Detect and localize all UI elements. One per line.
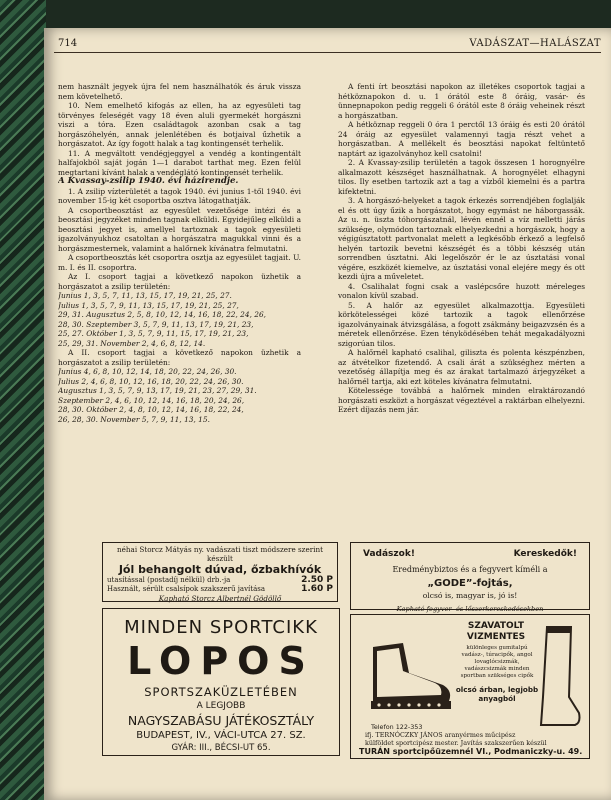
ad-footer: Kapható fegyver- és lőszerkereskedésekben [396, 605, 544, 613]
ad-title: Jól behangolt dúvad, őzbakhívók [118, 563, 322, 576]
ad-description: különleges gumitalpú vadász-, túracipők, angol lovaglócsizmák, vadászcsizmák minden sportban szükséges cipők [460, 645, 534, 679]
ad-call-right: Kereskedők! [513, 549, 577, 559]
price-row [103, 585, 337, 594]
ad-factory: GYÁR: III., BÉCSI-UT 65. [171, 743, 271, 753]
paragraph: A halőrnél kapható csalihal, giliszta és polenta készpénzben, az átvételkor fizetendő. A csali árát a szükséghez mérten a vezetőség állapítja meg és az árakat tartalmazó árjegyzéket a halőrnél tartja, aki ezt köteles kívánatra felmutatni. [338, 348, 585, 386]
ad-brand: LOPOS [127, 639, 315, 683]
ad-shop: TURÁN sportcipőüzemnél VI., Podmaniczky-u. 49. [359, 747, 583, 756]
ad-line: MINDEN SPORTCIKK [124, 617, 318, 638]
ad-line: NAGYSZABÁSU JÁTÉKOSZTÁLY [127, 713, 315, 728]
ad-address: BUDAPEST, IV., VÁCI-UTCA 27. SZ. [136, 730, 306, 741]
ad-maker [365, 731, 547, 747]
paragraph: 5. A halőr az egyesület alkalmazottja. Egyesületi körkötelességei közé tartozik a tagok ellenőrzése igazolványainak átvizsgálása, a fogott zsákmány beigazvzsén és a méretek ellenőrzése. Ezen tényködésében tehát megakadályozni szigorúan tilos. [338, 300, 585, 348]
schedule-line: 25, 27. Október 1, 3, 5, 7, 9, 11, 15, 17, 19, 21, 23, [58, 329, 249, 338]
running-title: VADÁSZAT—HALÁSZAT [469, 38, 601, 49]
schedule-line: 28, 30. Szeptember 3, 5, 7, 9, 11, 13, 17, 19, 21, 23, [58, 319, 254, 329]
paragraph: 2. A Kvassay-zsilip területén a tagok összesen 1 horognyélre alkalmazott készséget használhatnak. A horognyélet elhagyni tilos. Ily esetben tartozik azt a tag a vízből kiemelni és a partra kifektetni. [338, 158, 585, 196]
ad-tagline: Eredménybiztos és a fegyvert kíméli a [392, 565, 548, 574]
ad-slogan: olcsó is, magyar is, jó is! [422, 591, 518, 600]
paragraph: 4. Csalihalat fogni csak a vaslépcsőre huzott méreleges vonalon kívül szabad. [338, 281, 585, 300]
advertisement-lopos [102, 608, 340, 756]
ad-line: A LEGJOBB [196, 701, 246, 711]
schedule-line: 29, 31. Augusztus 2, 5, 8, 10, 12, 14, 16, 18, 22, 24, 26, [58, 310, 267, 319]
book-binding [0, 0, 46, 800]
price-label: Használt, sérült csalsípok szakszerű javítása [107, 585, 266, 593]
ad-line: SPORTSZAKÜZLETÉBEN [144, 685, 298, 699]
shoe-icon [363, 637, 455, 717]
paragraph: Kötelessége továbbá a halőrnek minden elraktározandó horgászati eszközt a horgászat végeztével a raktárban elhelyezni. Ezért díjazás nem jár. [338, 386, 585, 414]
ad-product: „GODE”-fojtás, [427, 578, 513, 589]
paragraph: nem használt jegyek újra fel nem használhatók és áruk vissza nem követelhető. [58, 82, 301, 101]
paragraph: A fenti írt beosztási napokon az illetékes csoportok tagjai a hétköznapokon d. u. 1 órától este 8 óráig, vasár- és ünnepnapokon pedig reggeli 6 órától este 8 óráig veheinek részt a horgászatban. [338, 82, 585, 120]
schedule-line: 26, 28, 30. November 5, 7, 9, 11, 13, 15. [58, 414, 210, 424]
advertisement-turan [350, 614, 590, 759]
schedule-line: Junius 4, 6, 8, 10, 12, 14, 18, 20, 22, 24, 26, 30. [58, 367, 237, 376]
schedule-line: Julius 2, 4, 6, 8, 10, 12, 16, 18, 20, 22, 24, 26, 30. [58, 376, 244, 386]
schedule-line: Junius 1, 3, 5, 7, 11, 13, 15, 17, 19, 21, 25, 27. [58, 291, 232, 300]
maker-name: ifj. TERNÓCZKY JÁNOS aranyérmes műcipész [365, 731, 516, 739]
paragraph: A csoportbeosztást az egyesület vezetősége intézi és a beosztási jegyzéket minden tagnak elküldi. Egyidejűleg elküldi a beosztási jegyet is, amellyel tartoznak a tagok egyesületi igazolványukhoz csatoltan a horgászatra magukkal vinni és a horgászmesternek, valamint a halőrnek kívánatra felmutatni. [58, 205, 301, 253]
schedule-line: 28, 30. Október 2, 4, 8, 10, 12, 14, 16, 18, 22, 24, [58, 405, 244, 414]
paragraph: Az I. csoport tagjai a következő napokon üzhetik a horgászatot a zsilip területén: [58, 272, 301, 291]
schedule-line: Szeptember 2, 4, 6, 10, 12, 14, 16, 18, 20, 24, 26, [58, 395, 245, 405]
ad-phone: Telefon 122-353 [371, 723, 423, 731]
ad-headline: SZAVATOLT VIZMENTES [466, 621, 526, 642]
price-value: 2.50 P [301, 575, 333, 585]
ad-footer: Kapható Storcz Albertnél Gödöllő [158, 594, 282, 603]
advertisement-gode [350, 542, 590, 613]
price-value: 1.60 P [301, 584, 333, 594]
advertisement-duvad-calls [102, 542, 338, 602]
ad-offer: olcsó árban, legjobb anyagból [455, 685, 539, 703]
schedule-line: 25, 29, 31. November 2, 4, 6, 8, 12, 14. [58, 338, 206, 348]
section-heading: A Kvassay-zsilip 1940. évi házirendje. [58, 176, 239, 186]
paragraph: 1. A zsilip vízterületét a tagok 1940. évi junius 1-től 1940. évi november 15-ig két csoportba osztva látogathatják. [58, 186, 301, 205]
page-header [54, 34, 601, 53]
paragraph: A csoportbeosztás két csoportra osztja az egyesület tagjait. U. m. I. és II. csoportra. [58, 253, 301, 272]
paragraph: 10. Nem emelhető kifogás az ellen, ha az egyesületi tag törvényes feleségét vagy 18 éven aluli gyermekét horgászni viszi a tóra. Ezen családtagok azonban csak a tag horgászóhelyén, annak jelenlétében és botjaival űzhetik a horgászatot. Az így fogott halak a tag kontingensét terhelik. [58, 101, 301, 148]
price-label: utasítással (postadíj nélkül) drb.-ja [107, 576, 231, 584]
page-number: 714 [58, 38, 78, 49]
paragraph: A II. csoport tagjai a következő napokon üzhetik a horgászatot a zsilip területén: [58, 348, 301, 367]
paragraph: 3. A horgászó-helyeket a tagok érkezés sorrendjében foglalják el és ott úgy űzik a horgászatot, hogy egymást ne háborgassák. Az u. n. üszta tóhorgászatnál, lévén ennél a víz melletti járás szüksége, olymódon tartoznak elhelyezkedni a horgászok, hogy a végigúsztatott partvonalat melett a legkésőbb érkező a legfelső helyén tartozik bevetni készségét és a többi készség után sorrendben úsztatni. Aki legelőször ér le az úsztatási vonal végére, eszközét kiemelve, az úsztatási vonal elejére megy és ott kezdi újra a műveletet. [338, 196, 585, 281]
left-column [58, 82, 301, 542]
schedule-line: Julius 1, 3, 5, 7, 9, 11, 13, 15, 17, 19, 21, 25, 27, [58, 300, 239, 310]
maker-sub: külföldet sportcipész mester. Javítás szakszerűen készül [365, 739, 547, 747]
right-column [338, 82, 585, 552]
paragraph: 11. A megváltott vendégjeggyel a vendég a kontingentált halfajokból saját jogán 1—1 darabot tarthat meg. Ezen felül megtartani kívánt halak a vendéglátó kontingensét terhelik. [58, 148, 301, 177]
ad-intro: néhai Storcz Mátyás ny. vadászati tiszt módszere szerint készült [117, 545, 323, 563]
ad-call-left: Vadászok! [363, 549, 415, 559]
schedule-line: Augusztus 1, 3, 5, 7, 9, 13, 17, 19, 21, 23, 27, 29, 31. [58, 386, 257, 395]
paragraph: A hétköznap reggeli 0 óra 1 perctől 13 óráig és esti 20 órától 24 óráig az egyesület valamennyi tagja részt vehet a horgászatban. A mellékelt és beosztási napokat feltüntető naptárt az igazolványhoz kell csatolni! [338, 120, 585, 158]
